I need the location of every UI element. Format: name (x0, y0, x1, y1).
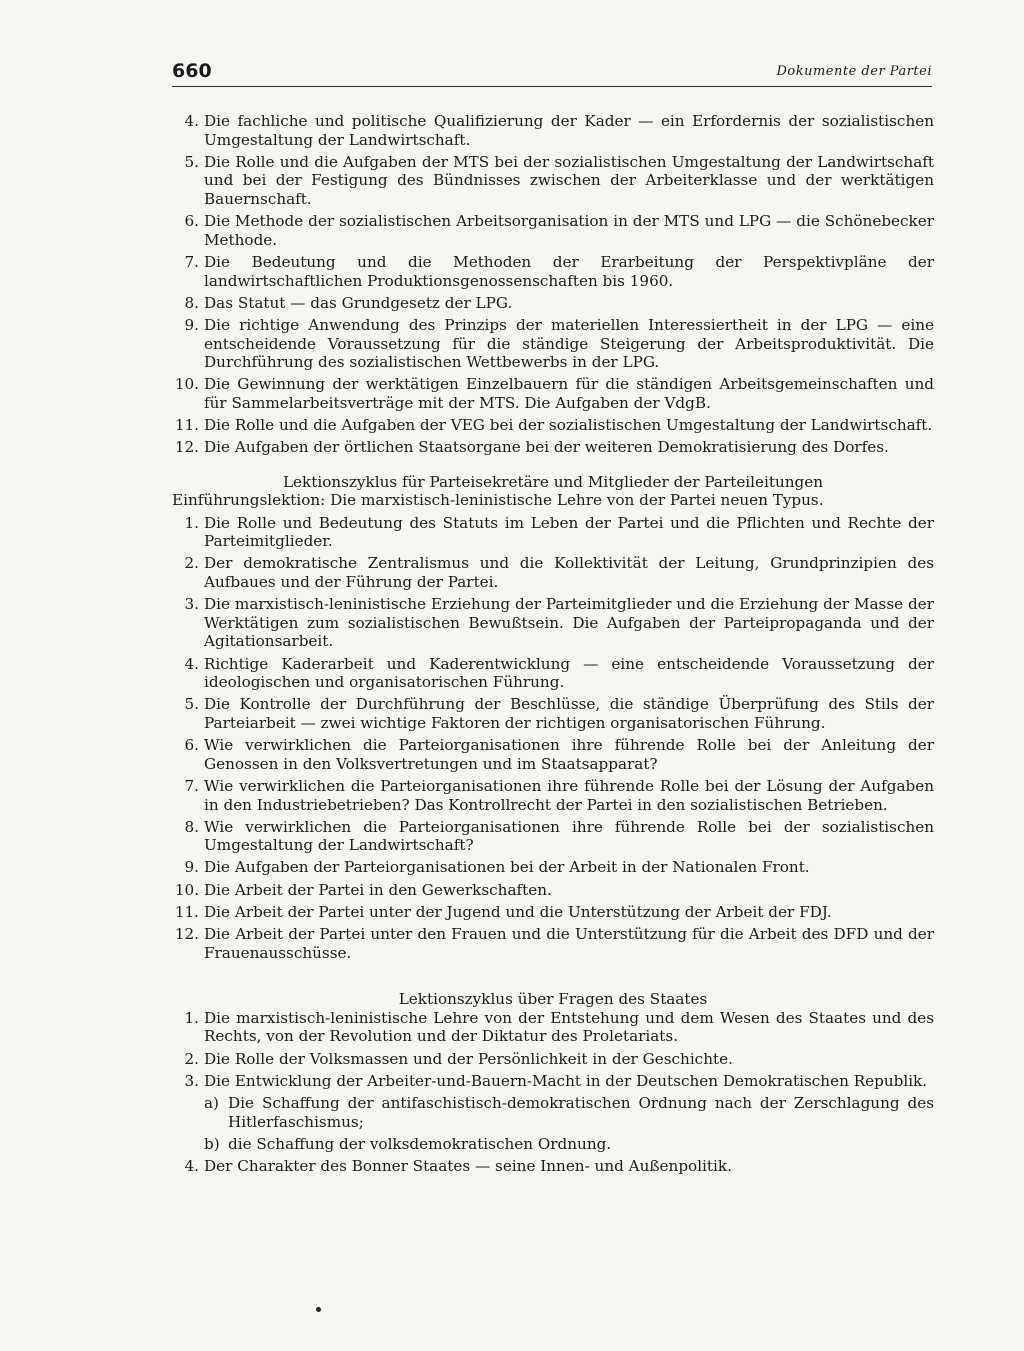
page-number: 660 (172, 60, 212, 82)
item-number: 10. (174, 880, 199, 899)
list-item (172, 736, 934, 773)
item-number: 3. (184, 1071, 199, 1090)
item-text: Die Kontrolle der Durchführung der Beschlüsse, die ständige Überprüfung des Stils der Parteiarbeit — zwei wichtige Faktoren der richtigen organisatorischen Führung. (204, 695, 934, 732)
item-text: Die Rolle und Bedeutung des Statuts im Leben der Partei und die Pflichten und Rechte der Parteimitglieder. (204, 513, 934, 551)
item-text: Die Arbeit der Partei in den Gewerkschaften. (204, 880, 552, 899)
item-number: 3. (184, 595, 199, 614)
list-item (172, 818, 934, 855)
item-text: Die Bedeutung und die Methoden der Erarbeitung der Perspektivpläne der landwirtschaftlichen Produktionsgenossenschaften bis 1960. (204, 252, 934, 290)
list-item (172, 153, 934, 209)
item-number: 1. (184, 513, 199, 532)
item-number: 1. (184, 1008, 199, 1027)
item-number: 10. (174, 375, 199, 394)
item-text: Wie verwirklichen die Parteiorganisationen ihre führende Rolle bei der sozialistischen Umgestaltung der Landwirtschaft? (204, 817, 934, 855)
page-header (172, 58, 932, 87)
list-item (172, 112, 934, 149)
sub-item-letter: b) (204, 1134, 220, 1153)
item-number: 11. (174, 416, 199, 435)
section-heading-state: Lektionszyklus über Fragen des Staates (398, 990, 708, 1009)
item-number: 9. (184, 315, 199, 334)
item-text: Wie verwirklichen die Parteiorganisationen ihre führende Rolle bei der Lösung der Aufgaben in den Industriebetrieben? Das Kontrollrecht der Partei in den sozialistischen Betrieben. (204, 776, 934, 814)
item-number: 6. (184, 212, 199, 231)
page-content (172, 112, 934, 1179)
section-state-list (172, 1009, 934, 1176)
item-text: Die Aufgaben der Parteiorganisationen bei der Arbeit in der Nationalen Front. (204, 858, 810, 877)
item-text: Die Arbeit der Partei unter den Frauen und die Unterstützung für die Arbeit des DFD und der Frauenausschüsse. (204, 925, 934, 962)
item-number: 4. (184, 112, 199, 130)
item-number: 5. (184, 695, 199, 714)
item-number: 12. (174, 925, 199, 944)
item-number: 2. (184, 554, 199, 573)
list-item (172, 1009, 934, 1046)
item-text: Das Statut — das Grundgesetz der LPG. (204, 293, 513, 312)
section-agriculture-list (172, 112, 934, 457)
section-party-list (172, 514, 934, 963)
list-item (172, 514, 934, 551)
list-item (172, 925, 934, 962)
item-number: 12. (174, 438, 199, 457)
item-number: 7. (184, 252, 199, 271)
item-number: 5. (184, 152, 199, 171)
list-item (172, 777, 934, 814)
item-number: 8. (184, 817, 199, 836)
item-text: Die Gewinnung der werktätigen Einzelbauern für die ständigen Arbeitsgemeinschaften und für Sammelarbeitsverträge mit der MTS. Die Aufgaben der VdgB. (204, 375, 934, 412)
list-item (172, 253, 934, 290)
item-text: Die Arbeit der Partei unter der Jugend und die Unterstützung der Arbeit der FDJ. (204, 902, 832, 921)
item-text: Der demokratische Zentralismus und die Kollektivität der Leitung, Grundprinzipien des Aufbaues und der Führung der Partei. (204, 554, 934, 591)
sub-item-letter: a) (204, 1093, 219, 1112)
list-item (172, 375, 934, 412)
item-text: Die marxistisch-leninistische Erziehung der Parteimitglieder und die Erziehung der Masse der Werktätigen zum sozialistischen Bewußtsein. Die Aufgaben der Parteipropaganda und der Agitationsarbeit. (204, 595, 934, 651)
list-item (172, 695, 934, 732)
item-text: Wie verwirklichen die Parteiorganisationen ihre führende Rolle bei der Anleitung der Genossen in den Volksvertretungen und im Staatsapparat? (204, 736, 934, 773)
item-number: 4. (184, 1156, 199, 1175)
sub-item (172, 1094, 934, 1131)
item-number: 11. (174, 902, 199, 921)
sub-item-text: Die Schaffung der antifaschistisch-demokratischen Ordnung nach der Zerschlagung des Hitlerfaschismus; (228, 1093, 934, 1131)
list-item (172, 416, 934, 435)
item-number: 2. (184, 1049, 199, 1068)
item-text: Der Charakter des Bonner Staates — seine Innen- und Außenpolitik. (204, 1156, 732, 1175)
item-number: 8. (184, 293, 199, 312)
item-text: Die Rolle und die Aufgaben der VEG bei der sozialistischen Umgestaltung der Landwirtschaft. (204, 416, 933, 435)
item-text: Die Methode der sozialistischen Arbeitsorganisation in der MTS und LPG — die Schönebecker Methode. (204, 212, 934, 249)
list-item (172, 316, 934, 372)
section-heading-party-secretaries: Lektionszyklus für Parteisekretäre und Mitglieder der Parteileitungen (282, 472, 824, 491)
list-item (172, 903, 934, 922)
item-number: 7. (184, 776, 199, 795)
item-text: Richtige Kaderarbeit und Kaderentwicklung — eine entscheidende Voraussetzung der ideologischen und organisatorischen Führung. (204, 654, 934, 692)
list-item (172, 554, 934, 591)
sub-item-text: die Schaffung der volksdemokratischen Ordnung. (228, 1134, 612, 1153)
ink-speck (316, 1307, 321, 1312)
item-number: 9. (184, 858, 199, 877)
list-item (172, 655, 934, 692)
list-item (172, 1072, 934, 1091)
item-text: Die richtige Anwendung des Prinzips der materiellen Interessiertheit in der LPG — eine entscheidende Voraussetzung für die ständige Steigerung der Arbeitsproduktivität. Die Durchführung des sozialistischen Wettbewerbs in der LPG. (204, 315, 934, 372)
item-text: Die Aufgaben der örtlichen Staatsorgane bei der weiteren Demokratisierung des Dorfes. (204, 438, 889, 457)
list-item (172, 438, 934, 457)
introductory-lecture: Einführungslektion: Die marxistisch-leninistische Lehre von der Partei neuen Typus. (172, 491, 824, 510)
item-text: Die marxistisch-leninistische Lehre von der Entstehung und dem Wesen des Staates und des Rechts, von der Revolution und der Diktatur des Proletariats. (204, 1008, 934, 1046)
sub-item (172, 1135, 934, 1154)
item-text: Die Rolle der Volksmassen und der Persönlichkeit in der Geschichte. (204, 1049, 733, 1068)
list-item (172, 858, 934, 877)
running-title: Dokumente der Partei (776, 64, 932, 79)
item-text: Die Entwicklung der Arbeiter-und-Bauern-Macht in der Deutschen Demokratischen Republik. (204, 1071, 928, 1090)
list-item (172, 881, 934, 900)
list-item (172, 595, 934, 651)
list-item (172, 212, 934, 249)
list-item (172, 1050, 934, 1069)
item-text: Die fachliche und politische Qualifizierung der Kader — ein Erfordernis der sozialistischen Umgestaltung der Landwirtschaft. (204, 112, 934, 149)
item-number: 4. (184, 654, 199, 673)
item-text: Die Rolle und die Aufgaben der MTS bei der sozialistischen Umgestaltung der Landwirtschaft und bei der Festigung des Bündnisses zwischen der Arbeiterklasse und der werktätigen Bauernschaft. (204, 152, 934, 208)
list-item (172, 294, 934, 313)
item-number: 6. (184, 736, 199, 755)
list-item (172, 1157, 934, 1176)
